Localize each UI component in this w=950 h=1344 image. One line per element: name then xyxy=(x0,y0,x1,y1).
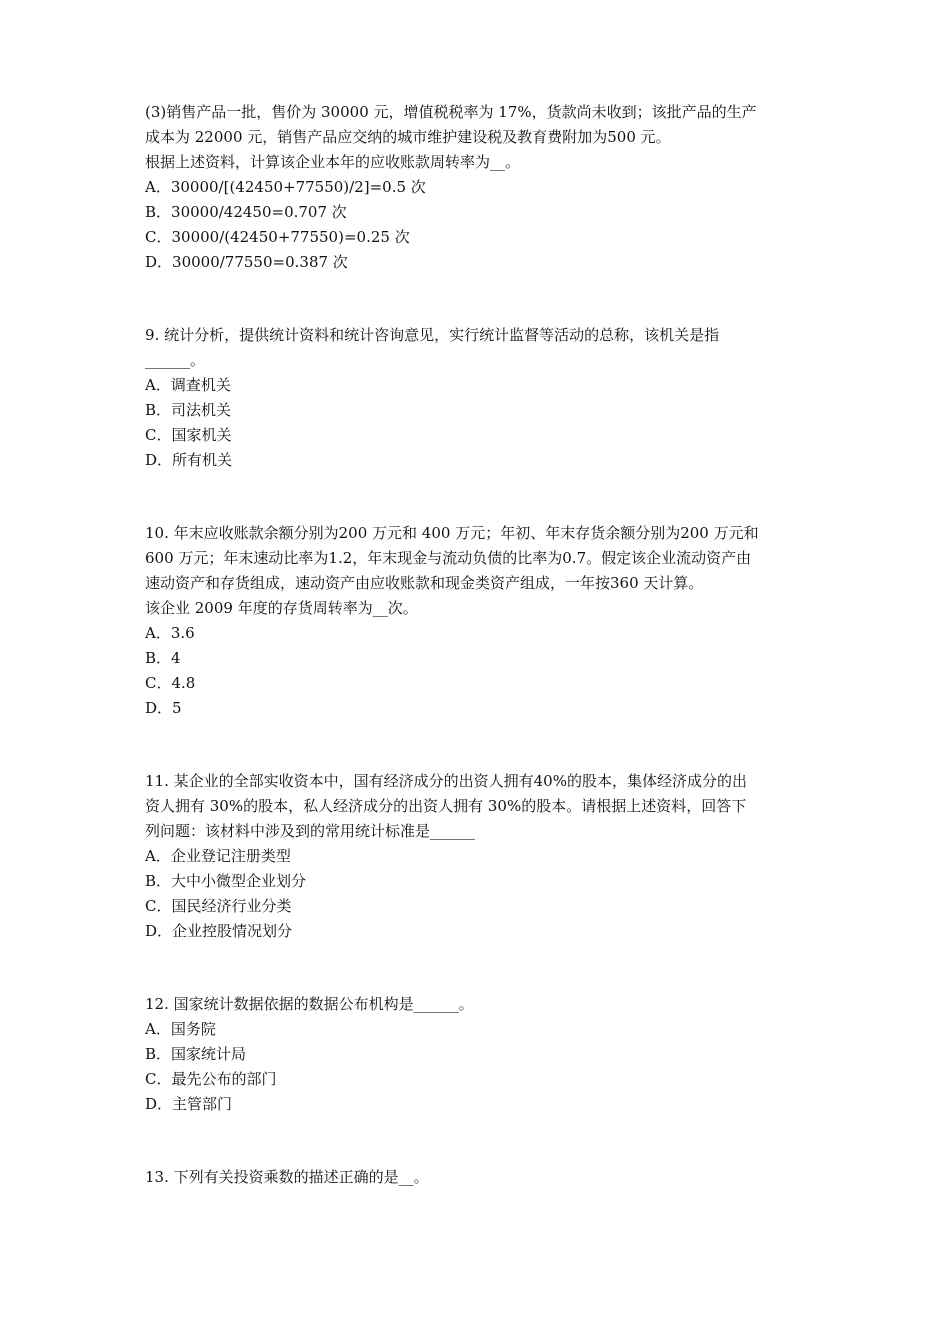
question-text-line: 资人拥有 30%的股本，私人经济成分的出资人拥有 30%的股本。请根据上述资料，回答下 xyxy=(145,797,747,815)
option-d: D．所有机关 xyxy=(145,451,233,469)
question-text-line: 10. 年末应收账款余额分别为200 万元和 400 万元；年初、年末存货余额分别为200 万元和 xyxy=(145,524,759,542)
question-text-line: (3)销售产品一批，售价为 30000 元，增值税税率为 17%，货款尚未收到；该批产品的生产 xyxy=(145,103,757,121)
question-text-line: 600 万元；年末速动比率为1.2，年末现金与流动负债的比率为0.7。假定该企业流动资产由 xyxy=(145,549,752,567)
question-text-line: 9. 统计分析，提供统计资料和统计咨询意见，实行统计监督等活动的总称，该机关是指 xyxy=(145,326,720,344)
option-a: A．国务院 xyxy=(145,1020,216,1038)
document-content xyxy=(145,100,815,1190)
question-text-line: 列问题：该材料中涉及到的常用统计标准是______ xyxy=(145,822,476,840)
question-text-line: 速动资产和存货组成，速动资产由应收账款和现金类资产组成，一年按360 天计算。 xyxy=(145,574,704,592)
option-c: C．国民经济行业分类 xyxy=(145,897,292,915)
option-c: C．最先公布的部门 xyxy=(145,1070,277,1088)
option-a: A．3.6 xyxy=(145,624,195,642)
option-c: C．30000/(42450+77550)=0.25 次 xyxy=(145,228,410,246)
question-spacer xyxy=(145,473,815,521)
option-b: B．国家统计局 xyxy=(145,1045,247,1063)
question-text-line: 该企业 2009 年度的存货周转率为__次。 xyxy=(145,599,418,617)
question-block xyxy=(145,521,815,721)
question-text-line: 12. 国家统计数据依据的数据公布机构是______。 xyxy=(145,995,474,1013)
question-text-line: 11. 某企业的全部实收资本中，国有经济成分的出资人拥有40%的股本，集体经济成分的出 xyxy=(145,772,747,790)
option-b: B．大中小微型企业划分 xyxy=(145,872,307,890)
question-text-line: 根据上述资料，计算该企业本年的应收账款周转率为__。 xyxy=(145,153,521,171)
question-block xyxy=(145,100,815,275)
option-a: A．调查机关 xyxy=(145,376,231,394)
option-b: B．司法机关 xyxy=(145,401,232,419)
option-d: D．主管部门 xyxy=(145,1095,233,1113)
question-text-line: 成本为 22000 元，销售产品应交纳的城市维护建设税及教育费附加为500 元。 xyxy=(145,128,671,146)
question-spacer xyxy=(145,944,815,992)
option-b: B．4 xyxy=(145,649,181,667)
option-c: C．4.8 xyxy=(145,674,196,692)
question-block xyxy=(145,1165,815,1190)
option-a: A．企业登记注册类型 xyxy=(145,847,291,865)
option-b: B．30000/42450=0.707 次 xyxy=(145,203,347,221)
question-text-line: 13. 下列有关投资乘数的描述正确的是__。 xyxy=(145,1168,429,1186)
question-spacer xyxy=(145,721,815,769)
option-d: D．企业控股情况划分 xyxy=(145,922,293,940)
option-d: D．30000/77550=0.387 次 xyxy=(145,253,348,271)
option-c: C．国家机关 xyxy=(145,426,232,444)
question-block xyxy=(145,323,815,473)
option-d: D．5 xyxy=(145,699,182,717)
question-text-line: ______。 xyxy=(145,351,206,369)
question-spacer xyxy=(145,1117,815,1165)
option-a: A．30000/[(42450+77550)/2]=0.5 次 xyxy=(145,178,426,196)
question-spacer xyxy=(145,275,815,323)
question-block xyxy=(145,769,815,944)
question-block xyxy=(145,992,815,1117)
